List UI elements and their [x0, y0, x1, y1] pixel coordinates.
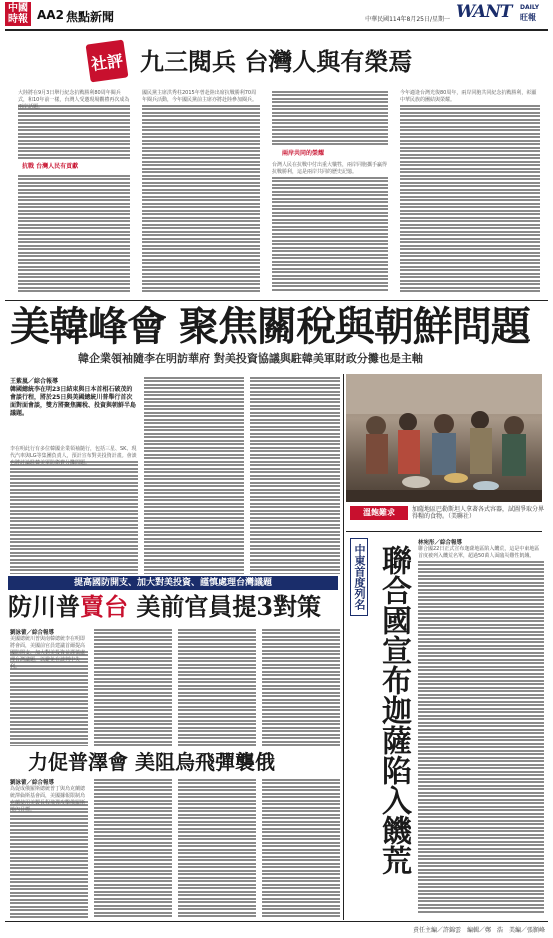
article2-headline-part2: 美前官員提3對策	[128, 592, 322, 621]
article4-visible: 聯合國22日正式宣布迦薩地區陷入饑荒，這是中東地區首度被列入饑荒名單，超過50萬人面臨災難性飢餓。	[418, 546, 544, 560]
editorial-col4-visible: 今年適逢台灣光復80周年，兩岸同胞共同紀念抗戰勝利，彰顯中華民族的團結與榮耀。	[400, 90, 540, 104]
editorial-col3-top	[272, 90, 388, 146]
dateline: 中華民國114年8月25日/星期一	[365, 16, 450, 23]
article4-vertical-label: 中東首度列名	[353, 544, 366, 610]
editorial-col2-text	[142, 90, 260, 292]
article2-kicker: 提高國防開支、加大對美投資、謹慎處理台灣議題	[73, 578, 272, 588]
editorial-col3-visible: 台灣人民在抗戰中付出重大犧牲，兩岸同胞攜手贏得抗戰勝利，這是兩岸共同的歷史記憶。	[272, 162, 388, 175]
gaza-photo-scene	[346, 374, 542, 502]
article3-headline: 力促普澤會 美阻烏飛彈襲俄	[28, 750, 275, 774]
want-chinese-label: 旺報	[520, 13, 536, 22]
article3-col4-text	[262, 778, 340, 918]
editorial-badge-text: 社評	[89, 50, 125, 75]
lead-col1-visible: 李在明此行有多位韓國企業領袖隨行，包括三星、SK、現代汽車與LG等集團負責人，預計宣布對美投資計畫。會談也將討論駐韓美軍防衛費分攤問題。	[10, 446, 137, 466]
want-daily-logo: WANT	[456, 2, 512, 22]
photo-label: 溫飽難求	[363, 508, 395, 517]
section-title: 焦點新聞	[66, 10, 115, 24]
article2-col2-text	[94, 628, 172, 746]
article4-headline: 聯合國宣布迦薩陷入饑荒	[376, 545, 411, 875]
page-code: AA2	[37, 8, 64, 22]
editorial-divider	[5, 300, 548, 301]
article3-byline: 劉詠蕾／綜合報導	[10, 780, 55, 786]
logo-line1: 中國	[8, 3, 28, 14]
footer-rule	[5, 921, 548, 922]
gaza-photo	[346, 374, 542, 502]
masthead-rule	[5, 29, 548, 31]
editorial-subhead-2: 兩岸共同的榮耀	[282, 150, 325, 157]
article3-col3-text	[178, 778, 256, 918]
article2-headline-highlight: 賣台	[80, 592, 128, 621]
article2-col3-text	[178, 628, 256, 746]
masthead	[0, 0, 553, 30]
article3-col2-text	[94, 778, 172, 918]
article2-col1-visible: 美國總統川普與南韓總統李在明即將會面，美國前官員建議首爾提高國防開支、加大對美投資並謹慎處理台灣議題，以避免在談判中失利。	[10, 636, 88, 650]
logo-line2: 時報	[8, 14, 28, 25]
lead-col3-text	[250, 376, 340, 574]
editorial-col2-visible: 國民黨主席洪秀柱2015年曾赴陸出席抗戰勝利70周年閱兵活動，今年國民黨前主席亦將赴陸參加閱兵。	[142, 90, 260, 104]
article2-headline-part1: 防川普	[8, 592, 80, 621]
editorial-headline: 九三閱兵 台灣人與有榮焉	[140, 47, 413, 76]
footer-credits: 責任主編／許錦雲 編輯／鄭 浩 美編／張顥峰	[412, 927, 545, 934]
article4-text	[418, 546, 544, 914]
vertical-divider	[343, 374, 344, 920]
editorial-col3-bottom	[272, 162, 388, 292]
lead-lede: 韓國總統李在明23日結束與日本首相石破茂的會談行程，將於25日與美國總統川普舉行首次面對面會談，雙方將聚焦關稅、投資與朝鮮半島議題。	[10, 386, 137, 417]
editorial-col1-bottom	[18, 174, 130, 292]
want-daily-label: DAILY	[520, 4, 540, 11]
banner-headline: 美韓峰會 聚焦關稅與朝鮮問題	[10, 303, 530, 350]
editorial-col4-text	[400, 90, 540, 292]
lead-col2-text	[144, 376, 244, 574]
banner-subhead: 韓企業領袖隨李在明訪華府 對美投資協議與駐韓美軍財政分攤也是主軸	[78, 352, 423, 365]
lead-byline: 王紫嵐／綜合報導	[10, 378, 59, 385]
article2-byline: 劉詠蕾／綜合報導	[10, 630, 55, 636]
article4-byline: 林宛彤／綜合報導	[418, 540, 463, 546]
photo-caption: 加薩地區巴勒斯坦人拿著各式容器，試圖爭取分界得糧的食物。（美聯社）	[412, 506, 545, 520]
article3-col1-visible: 為促成俄羅斯總統普丁與烏克蘭總統澤倫斯基會面，美國據報限制烏克蘭使用美製長程飛彈攻擊俄羅斯境內目標。	[10, 786, 88, 800]
photo-divider	[346, 531, 542, 532]
editorial-col1-visible: 大陸將在9月3日舉行紀念抗戰勝利80周年閱兵式，和10年前一樣，台灣人受邀現場觀禮再次成為兩岸話題。	[18, 90, 130, 110]
article2-headline	[8, 592, 338, 622]
article2-col4-text	[262, 628, 340, 746]
editorial-subhead-1: 抗戰 台灣人民有貢獻	[22, 163, 79, 170]
